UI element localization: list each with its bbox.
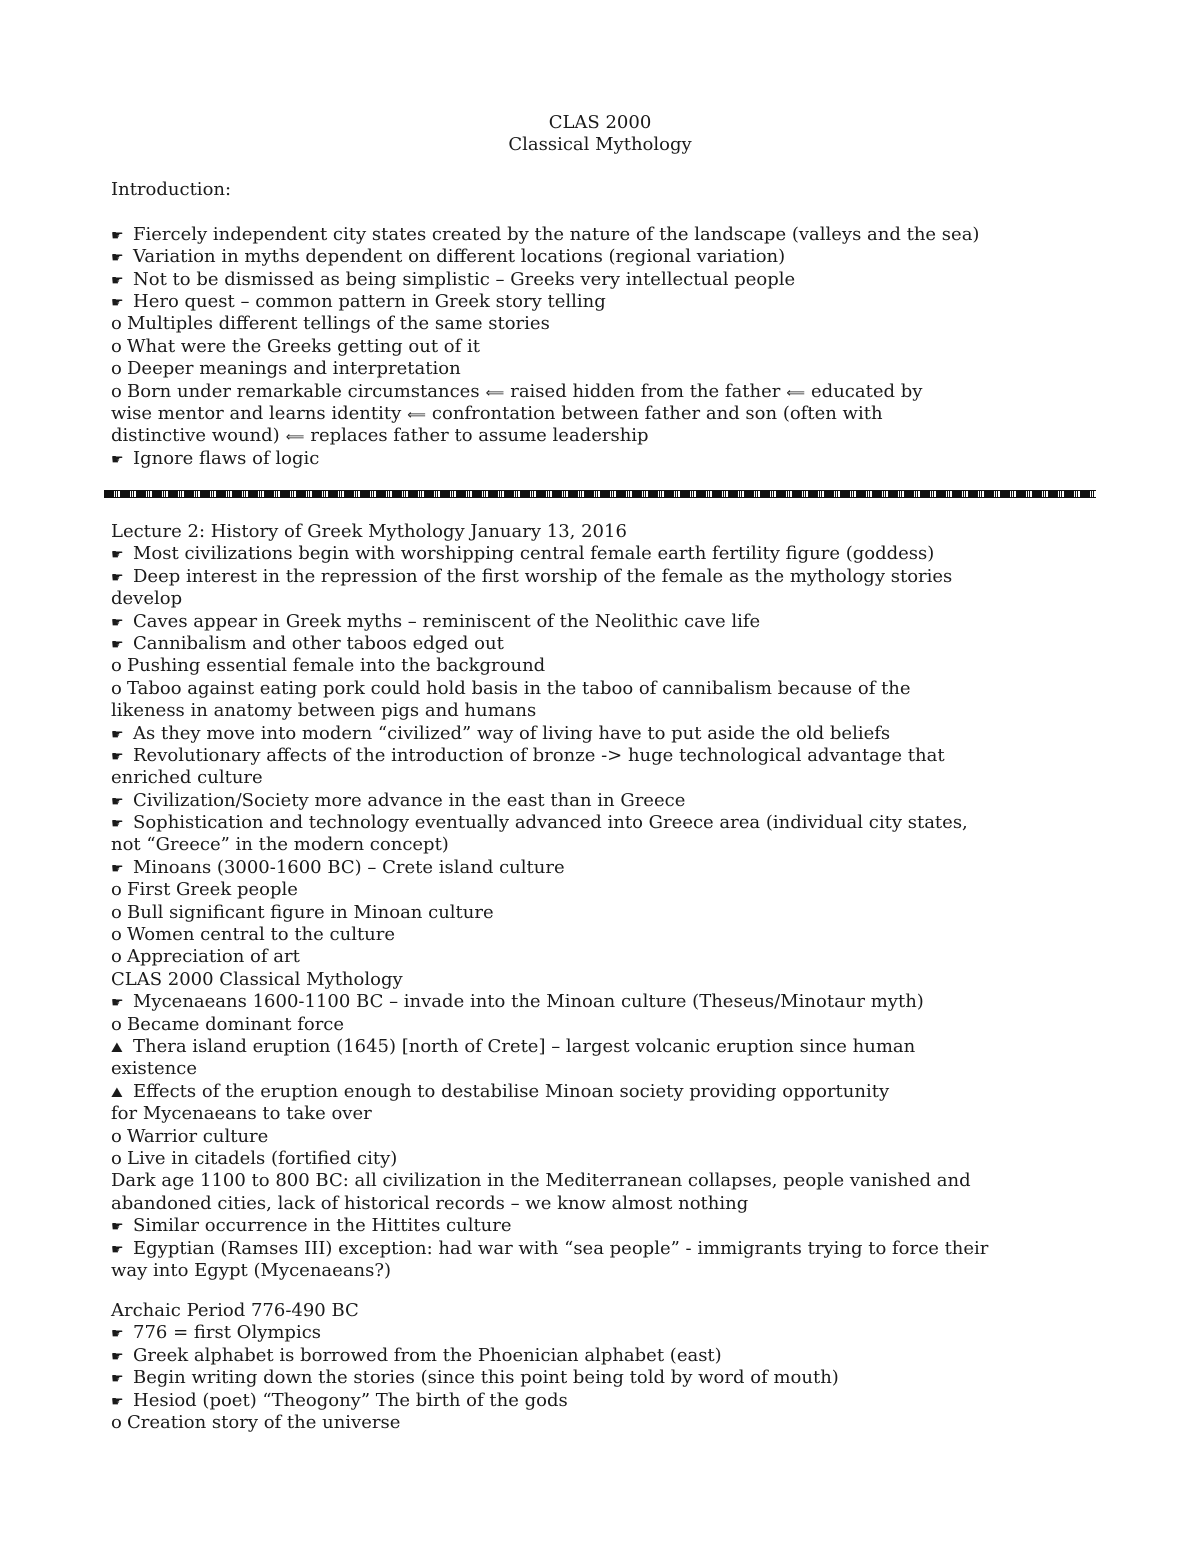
archaic-heading: Archaic Period 776-490 BC	[111, 1300, 359, 1321]
line-text: CLAS 2000 Classical Mythology	[111, 968, 403, 990]
line-text: As they move into modern “civilized” way of living have to put aside the old beliefs	[133, 722, 891, 744]
line-text: Multiples different tellings of the same stories	[127, 313, 550, 335]
line-text: Ignore flaws of logic	[133, 447, 320, 469]
sub-list-item	[111, 902, 951, 924]
sub-list-item	[111, 313, 951, 335]
list-item	[111, 291, 951, 313]
line-text: wise mentor and learns identity	[111, 402, 402, 424]
line-text: Egyptian (Ramses III) exception: had war with “sea people” - immigrants trying to force their	[133, 1237, 989, 1259]
line-text: confrontation between father and son (often with	[431, 402, 883, 424]
pointing-hand-icon: ☛	[111, 995, 124, 1012]
pointing-hand-icon: ☛	[111, 250, 124, 267]
sub-list-item	[111, 655, 951, 677]
line-text: Live in citadels (fortified city)	[127, 1147, 398, 1169]
line-text: way into Egypt (Mycenaeans?)	[111, 1259, 392, 1281]
document-title	[0, 112, 1200, 157]
arrow-left-icon: ⟸	[407, 407, 426, 423]
sub-bullet-icon: o	[111, 1013, 122, 1035]
list-item	[111, 566, 951, 588]
sub-list-item	[111, 358, 951, 380]
pointing-hand-icon: ☛	[111, 726, 124, 743]
sub-bullet-icon: o	[111, 946, 122, 968]
continuation-line	[111, 767, 951, 789]
intro-heading: Introduction:	[111, 179, 232, 200]
line-text: educated by	[811, 380, 923, 402]
line-text: Thera island eruption (1645) [north of Crete] – largest volcanic eruption since human	[133, 1035, 916, 1057]
sub-bullet-icon: o	[111, 335, 122, 357]
pointing-hand-icon: ☛	[111, 1348, 124, 1365]
sub-bullet-icon: o	[111, 358, 122, 380]
list-item	[111, 857, 951, 879]
sub-list-item	[111, 879, 951, 901]
intro-list	[111, 223, 980, 470]
line-text: Appreciation of art	[127, 946, 300, 968]
continuation-line	[111, 1103, 951, 1125]
course-code: CLAS 2000	[548, 112, 652, 133]
sub-list-item	[111, 1126, 951, 1148]
list-item	[111, 246, 951, 268]
line-text: abandoned cities, lack of historical records – we know almost nothing	[111, 1192, 749, 1214]
continuation-line	[111, 425, 951, 447]
sub-list-item	[111, 1148, 951, 1170]
pointing-hand-icon: ☛	[111, 272, 124, 289]
line-text: Deeper meanings and interpretation	[127, 358, 461, 380]
continuation-line	[111, 834, 951, 856]
volcano-icon: ⛰	[111, 1084, 123, 1101]
line-text: Civilization/Society more advance in the east than in Greece	[133, 789, 686, 811]
list-item	[111, 1081, 951, 1103]
sub-list-item	[111, 946, 951, 968]
list-item	[111, 1322, 951, 1344]
list-item	[111, 223, 980, 246]
line-text: Variation in myths dependent on different locations (regional variation)	[133, 246, 786, 268]
line-text: Cannibalism and other taboos edged out	[133, 632, 504, 654]
continuation-line	[111, 1058, 951, 1080]
arrow-left-icon: ⟸	[285, 430, 305, 446]
continuation-line	[111, 403, 951, 425]
intro-section	[111, 179, 980, 470]
line-text: Not to be dismissed as being simplistic – Greeks very intellectual people	[133, 268, 796, 290]
sub-bullet-icon: o	[111, 924, 122, 946]
lecture-list	[111, 543, 989, 1282]
line-text: Hesiod (poet) “Theogony” The birth of the gods	[133, 1389, 568, 1411]
line-text: 776 = first Olympics	[133, 1322, 322, 1344]
line-text: Similar occurrence in the Hittites culture	[133, 1215, 512, 1237]
pointing-hand-icon: ☛	[111, 294, 124, 311]
list-item	[111, 1367, 951, 1389]
list-item	[111, 1345, 951, 1367]
list-item	[111, 1036, 951, 1058]
line-text: Women central to the culture	[127, 924, 396, 946]
line-text: Mycenaeans 1600-1100 BC – invade into the Minoan culture (Theseus/Minotaur myth)	[133, 991, 924, 1013]
continuation-line	[111, 1193, 951, 1215]
line-text: not “Greece” in the modern concept)	[111, 834, 449, 856]
line-text: First Greek people	[127, 879, 298, 901]
line-text: Warrior culture	[127, 1125, 269, 1147]
list-item	[111, 543, 951, 565]
sub-list-item	[111, 336, 951, 358]
sub-bullet-icon: o	[111, 313, 122, 335]
line-text: Pushing essential female into the background	[127, 655, 546, 677]
line-text: raised hidden from the father	[510, 380, 781, 402]
pointing-hand-icon: ☛	[111, 1219, 124, 1236]
pointing-hand-icon: ☛	[111, 860, 124, 877]
continuation-line	[111, 1170, 971, 1192]
list-item	[111, 633, 951, 655]
pointing-hand-icon: ☛	[111, 748, 124, 765]
sub-bullet-icon: o	[111, 1125, 122, 1147]
line-text: Born under remarkable circumstances	[127, 380, 480, 402]
line-text: Begin writing down the stories (since this point being told by word of mouth)	[133, 1367, 839, 1389]
archaic-section	[111, 1300, 951, 1434]
volcano-icon: ⛰	[111, 1039, 123, 1056]
list-item	[111, 790, 951, 812]
list-item	[111, 269, 951, 291]
pointing-hand-icon: ☛	[111, 547, 124, 564]
list-item	[111, 1237, 989, 1260]
sub-bullet-icon: o	[111, 380, 122, 402]
line-text: Revolutionary affects of the introduction of bronze -> huge technological advantage that	[133, 744, 945, 766]
arrow-left-icon: ⟸	[485, 385, 505, 401]
list-item	[111, 723, 951, 745]
continuation-line	[111, 1260, 951, 1282]
line-text: Greek alphabet is borrowed from the Phoenician alphabet (east)	[133, 1344, 722, 1366]
line-text: Taboo against eating pork could hold basis in the taboo of cannibalism because of the	[127, 677, 911, 699]
sub-list-item	[111, 924, 951, 946]
line-text: existence	[111, 1058, 198, 1080]
sub-bullet-icon: o	[111, 677, 122, 699]
line-text: Dark age 1100 to 800 BC: all civilization in the Mediterranean collapses, people vanished and	[111, 1170, 971, 1192]
line-text: distinctive wound)	[111, 425, 280, 447]
sub-list-item	[111, 1014, 951, 1036]
line-text: Sophistication and technology eventually advanced into Greece area (individual city states,	[133, 812, 968, 834]
pointing-hand-icon: ☛	[111, 1393, 124, 1410]
line-text: replaces father to assume leadership	[310, 425, 649, 447]
sub-bullet-icon: o	[111, 879, 122, 901]
pointing-hand-icon: ☛	[111, 1371, 124, 1388]
section-divider	[104, 490, 1096, 498]
continuation-line	[111, 969, 951, 991]
list-item	[111, 448, 951, 470]
line-text: enriched culture	[111, 767, 263, 789]
list-item	[111, 1390, 951, 1412]
line-text: Deep interest in the repression of the first worship of the female as the mythology stories	[133, 565, 953, 587]
line-text: Minoans (3000-1600 BC) – Crete island culture	[133, 856, 565, 878]
line-text: for Mycenaeans to take over	[111, 1103, 372, 1125]
pointing-hand-icon: ☛	[111, 816, 124, 833]
pointing-hand-icon: ☛	[111, 614, 124, 631]
continuation-line	[111, 700, 951, 722]
sub-bullet-icon: o	[111, 655, 122, 677]
pointing-hand-icon: ☛	[111, 569, 124, 586]
line-text: Hero quest – common pattern in Greek story telling	[133, 290, 606, 312]
continuation-line	[111, 588, 951, 610]
arrow-left-icon: ⟸	[786, 385, 806, 401]
sub-bullet-icon: o	[111, 1411, 122, 1433]
line-text: What were the Greeks getting out of it	[127, 335, 481, 357]
sub-list-item	[111, 1412, 951, 1434]
lecture-section	[111, 521, 989, 1282]
list-item	[111, 812, 968, 834]
pointing-hand-icon: ☛	[111, 1326, 124, 1343]
sub-list-item	[111, 678, 951, 700]
pointing-hand-icon: ☛	[111, 227, 124, 244]
line-text: Bull significant figure in Minoan culture	[127, 901, 494, 923]
list-item	[111, 611, 951, 633]
pointing-hand-icon: ☛	[111, 1241, 124, 1258]
line-text: Caves appear in Greek myths – reminiscent of the Neolithic cave life	[133, 610, 761, 632]
pointing-hand-icon: ☛	[111, 451, 124, 468]
sub-bullet-icon: o	[111, 1147, 122, 1169]
sub-bullet-icon: o	[111, 901, 122, 923]
list-item	[111, 1215, 951, 1237]
lecture-heading: Lecture 2: History of Greek Mythology January 13, 2016	[111, 521, 627, 542]
archaic-list	[111, 1322, 951, 1434]
course-subtitle: Classical Mythology	[508, 134, 692, 156]
line-text: likeness in anatomy between pigs and humans	[111, 700, 537, 722]
line-text: Effects of the eruption enough to destabilise Minoan society providing opportunity	[133, 1080, 890, 1102]
line-text: Fiercely independent city states created by the nature of the landscape (valleys and the sea)	[133, 223, 980, 245]
line-text: Creation story of the universe	[127, 1411, 401, 1433]
line-text: Most civilizations begin with worshipping central female earth fertility figure (goddess)	[133, 543, 935, 565]
list-item	[111, 991, 951, 1013]
list-item	[111, 745, 951, 767]
line-text: Became dominant force	[127, 1013, 345, 1035]
pointing-hand-icon: ☛	[111, 793, 124, 810]
pointing-hand-icon: ☛	[111, 636, 124, 653]
line-text: develop	[111, 588, 183, 610]
sub-list-item	[111, 381, 951, 403]
